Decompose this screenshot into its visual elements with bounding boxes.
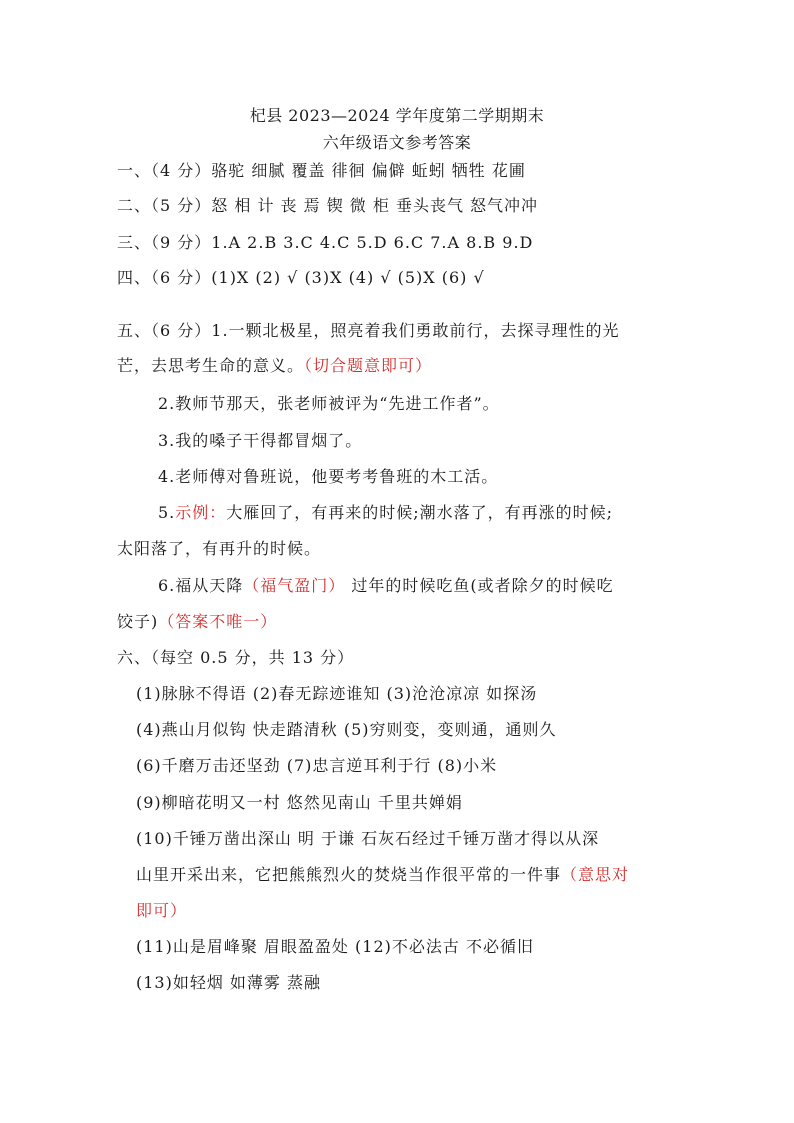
section-3-answers: 三、（9 分）1.A 2.B 3.C 4.C 5.D 6.C 7.A 8.B 9.D xyxy=(117,233,534,252)
section-5-q4: 4.老师傅对鲁班说，他要考考鲁班的木工活。 xyxy=(158,467,499,486)
section-5-q3: 3.我的嗓子干得都冒烟了。 xyxy=(158,431,363,450)
section-6-row-8: (13)如轻烟 如薄雾 蒸融 xyxy=(136,973,322,992)
q6-answer-b: 过年的时候吃鱼(或者除夕的时候吃 xyxy=(345,576,614,595)
section-5-q6-line2 xyxy=(117,609,277,632)
section-2-answers: 二、（5 分）怒 相 计 丧 焉 锲 微 柜 垂头丧气 怒气冲冲 xyxy=(117,196,539,215)
section-6-row-4: (9)柳暗花明又一村 悠然见南山 千里共婵娟 xyxy=(136,793,463,812)
section-4-answers: 四、（6 分）(1)X (2) √ (3)X (4) √ (5)X (6) √ xyxy=(117,268,485,287)
grading-note: （答案不唯一） xyxy=(158,612,278,631)
section-6-row-2: (4)燕山月似钩 快走踏清秋 (5)穷则变，变则通，通则久 xyxy=(136,720,557,739)
q6-answer-a: 6.福从天降 xyxy=(158,576,244,595)
section-6-row-7: (11)山是眉峰聚 眉眼盈盈处 (12)不必法古 不必循旧 xyxy=(136,937,534,956)
grading-note-cont: 即可） xyxy=(136,901,188,920)
section-5-q6-line1 xyxy=(158,573,614,596)
section-5-q1-line1: 五、（6 分）1.一颗北极星，照亮着我们勇敢前行，去探寻理性的光 xyxy=(117,321,620,340)
q10-explanation: 山里开采出来，它把熊熊烈火的焚烧当作很平常的一件事 xyxy=(136,865,562,884)
section-6-header: 六、（每空 0.5 分，共 13 分） xyxy=(117,648,355,667)
section-5-q2: 2.教师节那天，张老师被评为“先进工作者”。 xyxy=(158,394,500,413)
grading-note: （切合题意即可） xyxy=(304,356,433,375)
example-label: 示例： xyxy=(175,503,227,522)
question-number: 5. xyxy=(158,503,176,522)
document-title: 杞县 2023—2024 学年度第二学期期末 xyxy=(249,106,545,125)
example-text: 大雁回了，有再来的时候;潮水落了，有再涨的时候; xyxy=(226,503,614,522)
section-5-q5-line1 xyxy=(158,500,613,523)
section-6-row-1: (1)脉脉不得语 (2)春无踪迹谁知 (3)沧沧凉凉 如探汤 xyxy=(136,684,538,703)
grading-note: （意思对 xyxy=(561,865,630,884)
section-1-answers: 一、（4 分）骆驼 细腻 覆盖 徘徊 偏僻 蚯蚓 牺牲 花圃 xyxy=(117,161,526,180)
q6-alt-answer: （福气盈门） xyxy=(243,576,346,595)
q6-answer-b-cont: 饺子) xyxy=(117,612,159,631)
section-5-q1-line2 xyxy=(117,353,432,376)
section-5-q5-line2: 太阳落了，有再升的时候。 xyxy=(117,539,322,558)
section-6-row-6 xyxy=(136,862,629,885)
section-5-q1-text: 芒，去思考生命的意义。 xyxy=(117,356,305,375)
document-subtitle: 六年级语文参考答案 xyxy=(322,133,472,152)
section-6-row-5: (10)千锤万凿出深山 明 于谦 石灰石经过千锤万凿才得以从深 xyxy=(136,829,600,848)
section-6-row-3: (6)千磨万击还坚劲 (7)忠言逆耳利于行 (8)小米 xyxy=(136,756,498,775)
